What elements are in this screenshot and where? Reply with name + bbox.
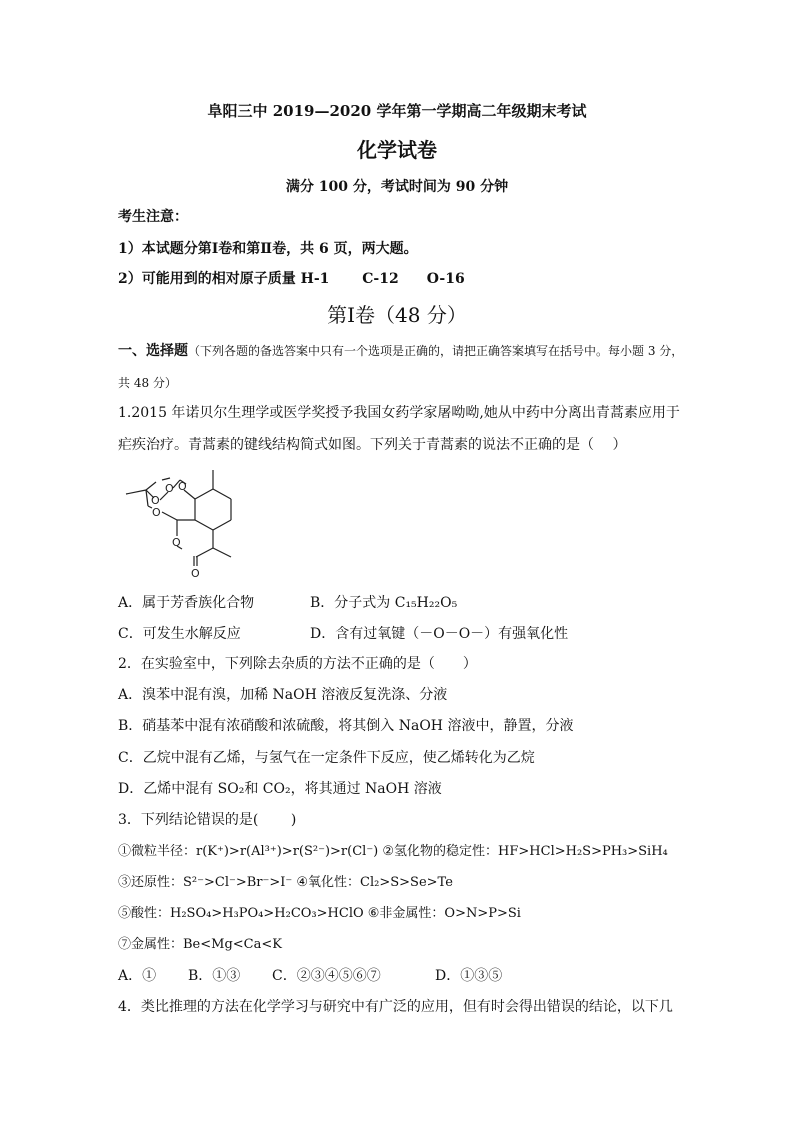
q3-option-a: A．① [118, 968, 157, 984]
section-label: 一、选择题 [118, 343, 188, 359]
q1-stem-line-1: 1.2015 年诺贝尔生理学或医学奖授予我国女药学家屠呦呦,她从中药中分离出青蒿素应用于 [118, 405, 680, 421]
oxygen-label: O [191, 567, 200, 580]
oxygen-label: O [151, 494, 160, 507]
q2-option-d: D．乙烯中混有 SO₂和 CO₂，将其通过 NaOH 溶液 [118, 781, 442, 797]
q3-stem: 3．下列结论错误的是( ) [118, 812, 297, 828]
q2-option-b: B．硝基苯中混有浓硝酸和浓硫酸，将其倒入 NaOH 溶液中，静置，分液 [118, 718, 574, 734]
q3-option-b: B．①③ [188, 968, 241, 984]
volume-heading: 第Ⅰ卷（48 分） [327, 303, 467, 327]
q1-option-c: C．可发生水解反应 [118, 626, 241, 642]
q3-statement-1-2: ①微粒半径：r(K⁺)>r(Al³⁺)>r(S²⁻)>r(Cl⁻) ②氢化物的稳定性：HF>HCl>H₂S>PH₃>SiH₄ [118, 844, 668, 859]
q2-option-a: A．溴苯中混有溴，加稀 NaOH 溶液反复洗涤、分液 [118, 687, 448, 703]
oxygen-label: O [172, 536, 181, 549]
q4-stem-line-1: 4．类比推理的方法在化学学习与研究中有广泛的应用，但有时会得出错误的结论，以下几 [118, 999, 673, 1015]
q3-option-d: D．①③⑤ [435, 968, 503, 984]
q2-option-c: C．乙烷中混有乙烯，与氢气在一定条件下反应，使乙烯转化为乙烷 [118, 750, 535, 766]
oxygen-label: O [165, 482, 174, 495]
q3-statement-3-4: ③还原性：S²⁻>Cl⁻>Br⁻>I⁻ ④氧化性：Cl₂>S>Se>Te [118, 875, 453, 890]
q2-stem: 2．在实验室中，下列除去杂质的方法不正确的是（ ） [118, 656, 477, 672]
artemisinin-structure-diagram [118, 462, 258, 580]
q3-statement-7: ⑦金属性：Be<Mg<Ca<K [118, 937, 282, 952]
oxygen-label: O [152, 506, 161, 519]
note-item-2: 2）可能用到的相对原子质量 H-1 C-12 O-16 [118, 271, 465, 287]
exam-info: 满分 100 分，考试时间为 90 分钟 [285, 179, 509, 195]
q1-option-d: D．含有过氧键（－O－O－）有强氧化性 [310, 626, 569, 642]
subject-title: 化学试卷 [357, 138, 437, 162]
q1-stem-line-2: 疟疾治疗。青蒿素的键线结构简式如图。下列关于青蒿素的说法不正确的是（ ） [118, 437, 627, 453]
oxygen-label: O [178, 480, 187, 493]
section-desc: （下列各题的备选答案中只有一个选项是正确的，请把正确答案填写在括号中。每小题 3 分， [188, 344, 684, 358]
exam-title: 阜阳三中 2019—2020 学年第一学期高二年级期末考试 [207, 102, 587, 120]
notes-heading: 考生注意： [118, 209, 188, 225]
note-item-1: 1）本试题分第Ⅰ卷和第Ⅱ卷，共 6 页，两大题。 [118, 241, 418, 257]
q3-statement-5-6: ⑤酸性：H₂SO₄>H₃PO₄>H₂CO₃>HClO ⑥非金属性：O>N>P>Si [118, 906, 521, 921]
section-desc-cont: 共 48 分） [118, 376, 177, 390]
section-1-heading [118, 342, 683, 360]
q1-option-a: A．属于芳香族化合物 [118, 595, 255, 611]
q3-option-c: C．②③④⑤⑥⑦ [272, 968, 381, 984]
q1-option-b: B．分子式为 C₁₅H₂₂O₅ [310, 595, 458, 611]
